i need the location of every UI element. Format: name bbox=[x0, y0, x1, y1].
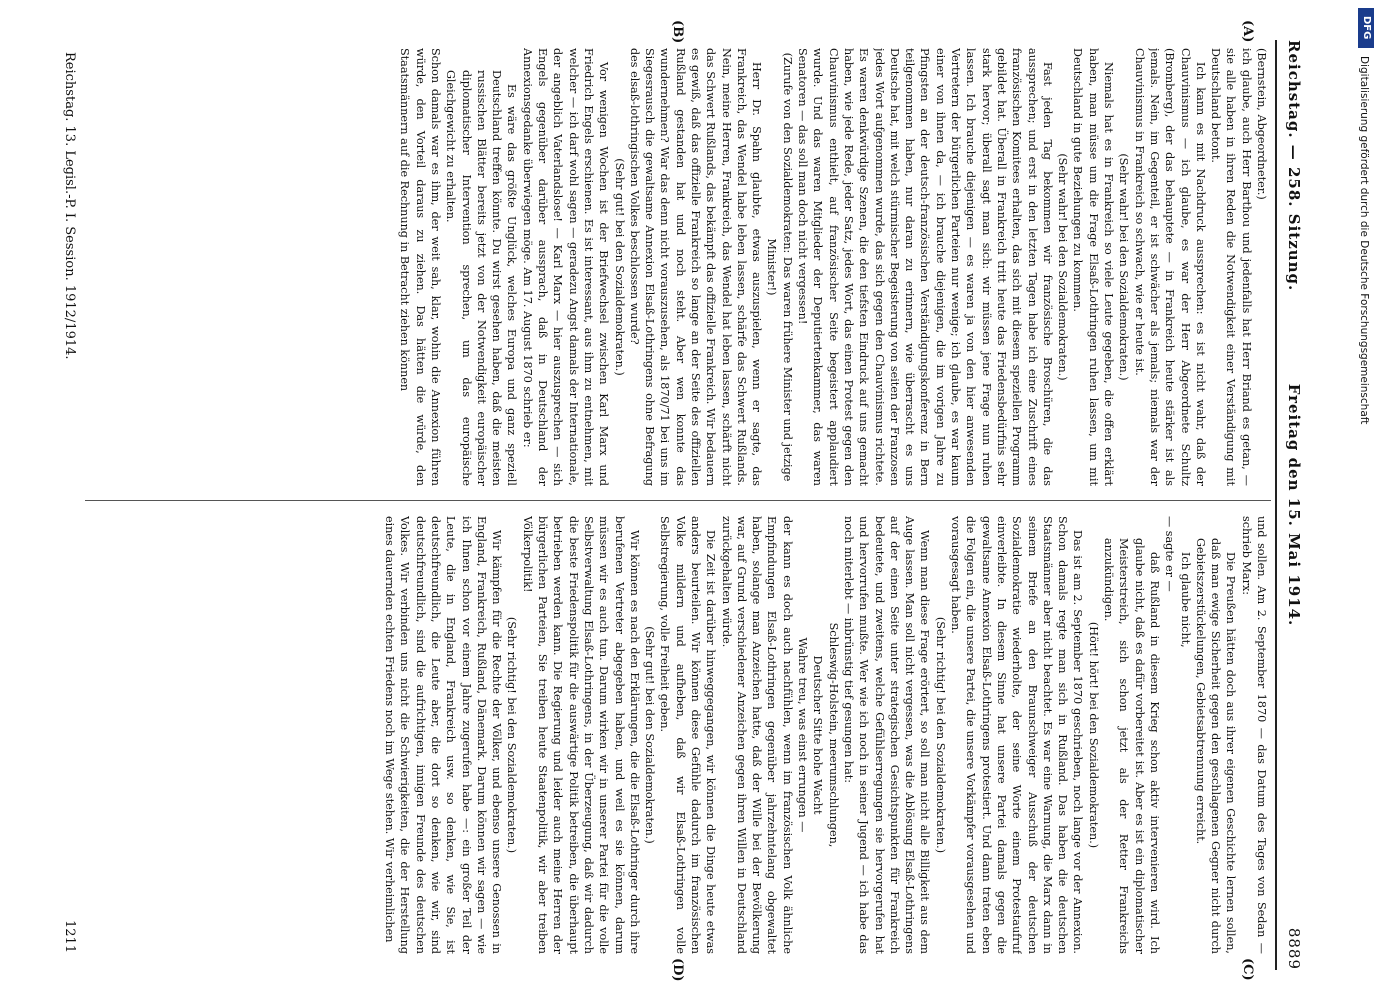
paragraph: Wir kämpfen für die Rechte der Völker, und ebenso unsere Genossen in England, Frankreich, Rußland, Dänemark. Darum können wir sagen — wie ich Ihnen schon vor einem Jahre zugerufen habe —: ein großer Teil der Leute, die in England, Frankreich usw. so denken, wie Sie, ist deutschfreundlich, die Leute aber, die dort so denken, wie wir, sind deutschfreundlich, sind die aufrichtigen, innigen Freunde des deutschen Volkes. Wir verbinden uns nicht die Schwierigkeiten, die der Herstellung eines dauernden echten Friedens noch im Wege stehen. Wir verheimlichen bbox=[383, 516, 504, 954]
paragraph: Die Zeit ist darüber hinweggegangen, wir können die Dinge heute etwas anders beurteilen. Wir können diese Gefühle dadurch im französischen Volke mildern und aufheben, daß wir Elsaß-Lothringen volle Selbstregierung, volle Freiheit geben. bbox=[658, 516, 718, 954]
marker-b: (B) bbox=[670, 20, 685, 44]
paragraph: (Bernstein, Abgeordneter.) bbox=[1255, 48, 1268, 200]
paragraph: Schon damals war es ihm, der weit sah, klar, wohin die Annexion führen würde, den Vorteil daraus zu ziehen. Das hätten die würde, den Staatsmännern auf die Rechnung in Betracht ziehen können bbox=[398, 48, 442, 486]
header-left: Reichstag. — 258. Sitzung. bbox=[1285, 40, 1303, 292]
marker-d: (D) bbox=[670, 958, 685, 982]
dfg-sidebar bbox=[1348, 0, 1383, 1000]
paragraph: Das ist am 2. September 1870 geschrieben, noch lange vor der Annexion. Schon damals regte man sich in Rußland. Das haben die deutschen Staatsmänner aber nicht beachtet. Es war eine Warnung, die Marx dann in seinem Briefe an den Braunschweiger Ausschuß der deutschen Sozialdemokratie wiederholte, der seine Worte einem Protestaufruf einverleibte. In diesem Sinne hat unsere Partei damals gegen die gewaltsame Annexion Elsaß-Lothringens protestiert. Und dann traten eben die Folgen ein, die unsere Partei, die unsere Vorkämpfer vorausgesehen und vorausgesagt haben. bbox=[949, 516, 1085, 954]
interjection: (Hört! hört! bei den Sozialdemokraten.) bbox=[1086, 621, 1100, 849]
paragraph: — sagte er — bbox=[1163, 516, 1177, 592]
marker-c: (C) bbox=[1240, 958, 1255, 981]
quote: Ich glaube nicht, bbox=[1178, 552, 1192, 648]
interjection: (Sehr richtig! bei den Sozialdemokraten.) bbox=[505, 616, 519, 854]
quote: Die Preußen hätten doch aus ihrer eigenen Geschichte lernen sollen, daß man ewige Sicherheit gegen den geschlagenen Gegner nicht durch Gebietszerstückelungen, Gebietsabtrennung erreicht. bbox=[1193, 538, 1238, 954]
paragraph: der kann es doch auch nachfühlen, wenn im französischen Volk ähnliche Empfindungen Elsaß-Lothringen gegenüber jahrzehntelang obgewaltet haben, solange man Anzeichen hatte, daß der Wille bei der Bevölkerung war, auf Grund verschiedener Anzeichen gegen ihren Willen in Deutschland zurückgehalten würde. bbox=[719, 516, 794, 954]
paragraph: Ich kann es mit Nachdruck aussprechen: es ist nicht wahr, daß der Chauvinismus — ich glaube, es war der Herr Abgeordnete Schultz (Bromberg), der das behauptete — in Frankreich heute stärker ist als jemals. Nein, im Gegenteil, er ist schwächer als jemals; niemals war der Chauvinismus in Frankreich so schwach, wie er heute ist. bbox=[1132, 48, 1207, 486]
quote: daß Rußland in diesem Krieg schon aktiv intervenieren wird. Ich glaube nicht, daß es dafür vorbereitet ist. Aber es ist ein diplomatischer Meisterstreich, sich schon jetzt als der Retter Frankreichs anzukündigen. bbox=[1102, 538, 1161, 954]
column-divider bbox=[85, 500, 1271, 501]
page-header bbox=[1277, 40, 1309, 970]
interjection: (Sehr gut! bei den Sozialdemokraten.) bbox=[643, 626, 657, 844]
header-rule bbox=[1275, 40, 1277, 970]
paragraph: Vor wenigen Wochen ist der Briefwechsel zwischen Karl Marx und Friedrich Engels erschienen. Es ist interessant, aus ihm zu entnehmen, mit welcher — ich darf wohl sagen — geradezu Angst damals der Internationale, der angeblich Vaterlandslose! — Karl Marx — hier auszusprechen — sich Engels gegenüber darüber aussprach, daß in Deutschland der Annexionsgedanke überwiegen möge. Am 17. August 1870 schrieb er: bbox=[520, 48, 611, 486]
interjection: (Sehr richtig! bei den Sozialdemokraten.) bbox=[933, 616, 947, 854]
dfg-logo: DFG bbox=[1358, 8, 1374, 48]
interjection: (Sehr wahr! bei den Sozialdemokraten.) bbox=[1117, 153, 1131, 381]
header-date: Freitag den 15. Mai 1914. bbox=[1285, 383, 1303, 627]
dfg-funding-note: Digitalisierung gefördert durch die Deutsche Forschungsgemeinschaft bbox=[1358, 56, 1370, 425]
paragraph: ich glaube, auch Herr Barthou und jedenfalls hat Herr Briand es getan, — sie alle haben in ihren Reden die Notwendigkeit einer Verständigung mit Deutschland betont. bbox=[1209, 48, 1253, 486]
left-column bbox=[85, 48, 1269, 486]
interjection: (Sehr wahr! bei den Sozialdemokraten.) bbox=[1056, 153, 1070, 381]
paragraph: Herr Dr. Spahn glaubte, etwas auszuspielen, wenn er sagte, das Frankreich, das Wendel habe leben lassen, schärfe das Schwert Rußlands. Nein, meine Herren, Frankreich, das Wendel hat leben lassen, schärft nicht das Schwert Rußlands, das bekämpft das offizielle Frankreich. Wir bedauern es gewiß, daß das offizielle Frankreich so lange an der Seite des offiziellen Rußland gestanden hat und noch steht. Aber wen konnte das wundernehmen? War das denn nicht vorauszusehen, als 1870/71 bei uns im Siegesrausch die gewaltsame Annexion Elsaß-Lothringens ohne Befragung des elsaß-lothringischen Volkes beschlossen wurde? bbox=[627, 48, 764, 486]
right-column bbox=[85, 516, 1269, 954]
paragraph: Wir können es nach den Erklärungen, die die Elsaß-Lothringer durch ihre berufenen Vertreter abgegeben haben, und weil es sie können, darum müssen wir es auch tun. Darum wirken wir in unserer Partei für die volle Selbstverwaltung Elsaß-Lothringens, in der Überzeugung, daß wir dadurch die beste Friedenspolitik für die auswärtige Politik betreiben, die überhaupt betrieben werden kann. Die Regierung und leider auch meine Herren der bürgerlichen Parteien, Sie treiben heute Staatenpolitik, wir aber treiben Völkerpolitik! bbox=[520, 516, 641, 954]
paragraph: und sollen. Am 2. September 1870 — das Datum des Tages von Sedan — schrieb Marx: bbox=[1239, 516, 1268, 954]
verse-line: Wahre treu, was einst errungen — bbox=[796, 637, 810, 833]
paragraph: Niemals hat es in Frankreich so viele Leute gegeben, die offen erklärt haben, man müsse um die Frage Elsaß-Lothringen ruhen lassen, um mit Deutschland in gute Beziehungen zu kommen. bbox=[1071, 48, 1116, 486]
interjection: (Zurufe von den Sozialdemokraten: Das waren frühere Minister und jetzige Minister!) bbox=[765, 52, 794, 482]
page-number: 8889 bbox=[1285, 927, 1303, 970]
marker-a: (A) bbox=[1240, 20, 1255, 43]
footer-session: Reichstag. 13. Legisl.-P. I. Session. 1912/1914. bbox=[62, 52, 77, 360]
newspaper-page bbox=[15, 0, 1345, 1000]
footer-sheet-number: 1211 bbox=[62, 920, 77, 954]
verse-line: Deutscher Sitte hohe Wacht bbox=[811, 655, 825, 815]
interjection: (Sehr gut! bei den Sozialdemokraten.) bbox=[612, 158, 626, 376]
paragraph: Wenn man diese Frage erörtert, so soll man nicht alle Billigkeit aus dem Auge lassen. Man soll nicht vergessen, was die Ablösung Elsaß-Lothringens auf der einen Seite unter strategischen Gesichtspunkten für Frankreich bedeutete, und zweitens, welche Gefühlserregungen sie hervorgerufen hat und hervorrufen mußte. Wer wie ich noch in seiner Jugend — ich habe das noch miterlebt — inbrünstig tief gesungen hat: bbox=[841, 516, 932, 954]
paragraph: Fast jeden Tag bekommen wir französische Broschüren, die das aussprechen; und erst in den letzten Tagen habe ich eine Zuschrift eines französischen Komitees erhalten, das sich mit diesem speziellen Programm gebildet hat. Überall in Frankreich tritt heute das Friedensbedürfnis sehr stark hervor; überall sagt man sich: wir müssen jene Frage nun ruhen lassen. Ich brauche diejenigen — es waren ja von den hier anwesenden Vertretern der bürgerlichen Parteien nur wenige; ich glaube, es war kaum einer von ihnen da, — ich brauche diejenigen, die im vorigen Jahre zu Pfingsten an der deutsch-französischen Verständigungskonferenz in Bern teilgenommen haben, nur daran zu erinnern, wie überrascht es uns Deutsche hat, mit welch stürmischer Begeisterung von seiten der Franzosen jedes Wort aufgenommen wurde, das sich gegen den Chauvinismus richtete. Es waren denkwürdige Szenen, die den tiefsten Eindruck auf uns gemacht haben, wie jede Rede, jeder Satz, jedes Wort, das einen Protest gegen den Chauvinismus enthielt, auf französischer Seite begeistert applaudiert wurde. Und das waren Mitglieder der Deputiertenkammer, das waren Senatoren — das soll man doch nicht vergessen! bbox=[796, 48, 1054, 486]
verse-line: Schleswig-Holstein, meerumschlungen, bbox=[826, 622, 840, 848]
quote: Es wäre das größte Unglück, welches Europa und ganz speziell Deutschland treffen könnte. Du wirst gesehen haben, daß die meisten russischen Blätter bereits jetzt von der Notwendigkeit europäischer diplomatischer Intervention sprechen, um das europäische Gleichgewicht zu erhalten. bbox=[444, 70, 519, 486]
